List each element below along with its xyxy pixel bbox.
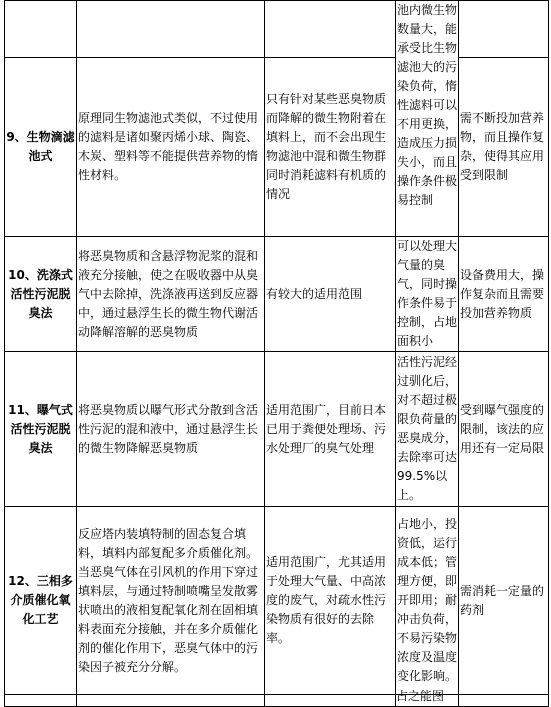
principle-cell: 原理同生物滤池式类似，不过使用的滤料是诸如聚丙烯小球、陶瓷、木炭、塑料等不能提供营养物的惰性材料。 <box>77 58 265 237</box>
disadvantages-cell: 需不断投加营养物，而且操作复杂，使得其应用受到限制 <box>459 58 549 237</box>
disadvantages-cell: 设备费用大，操作复杂而且需要投加营养物质 <box>459 237 549 352</box>
principle-cell: 将恶臭物质和含悬浮物泥浆的混和液充分接触，使之在吸收器中从臭气中去除掉，洗涤液再送到反应器中，通过悬浮生长的微生物代谢活动降解溶解的恶臭物质 <box>77 237 265 352</box>
method-name-cell: 12、三相多介质催化氧化工艺 <box>5 507 77 695</box>
principle-cell: 将恶臭物质以曝气形式分散到含活性污泥的混和液中，通过悬浮生长的微生物降解恶臭物质 <box>77 352 265 507</box>
disadvantages-cell: 需消耗一定量的药剂 <box>459 507 549 695</box>
disadvantages-cell: 受到曝气强度的限制，该法的应用还有一定局限 <box>459 352 549 507</box>
scope-cell: 有较大的适用范围 <box>265 237 396 352</box>
method-name-cell: 11、曝气式活性污泥脱臭法 <box>5 352 77 507</box>
scope-cell: 适用范围广，尤其适用于处理大气量、中高浓度的废气，对疏水性污染物质有很好的去除率。 <box>265 507 396 695</box>
table-row <box>5 507 549 695</box>
table-row <box>5 695 549 707</box>
method-name-cell <box>5 1 77 58</box>
disadvantages-cell <box>459 1 549 58</box>
scope-cell <box>265 695 396 707</box>
scope-cell: 只有针对某些恶臭物质而降解的微生物附着在填料上，而不会出现生物滤池中混和微生物群同时消耗滤料有机质的情况 <box>265 58 396 237</box>
principle-cell: 反应塔内装填特制的固态复合填料，填料内部复配多介质催化剂。当恶臭气体在引风机的作用下穿过填料层，与通过特制喷嘴呈发散雾状喷出的液相复配氧化剂在固相填料表面充分接触，并在多介质催化剂的催化作用下，恶臭气体中的污染因子被充分分解。 <box>77 507 265 695</box>
method-name-cell: 10、洗涤式活性污泥脱臭法 <box>5 237 77 352</box>
method-name-cell: 9、生物滴滤池式 <box>5 58 77 237</box>
deodorization-methods-table <box>4 0 549 707</box>
table-row <box>5 352 549 507</box>
advantages-cell: 可以处理大气量的臭气，同时操作条件易于控制，占地面积小 <box>396 237 459 352</box>
advantages-cell: 活性污泥经过驯化后，对不超过极限负荷量的恶臭成分，去除率可达99.5%以上。 <box>396 352 459 507</box>
table-row <box>5 1 549 58</box>
table-row <box>5 58 549 237</box>
scope-cell: 适用范围广，目前日本已用于粪便处理场、污水处理厂的臭气处理 <box>265 352 396 507</box>
method-name-cell <box>5 695 77 707</box>
disadvantages-cell <box>459 695 549 707</box>
advantages-cell: 池内微生物数量大，能承受比生物滤池大的污染负荷，惰性滤料可以不用更换，造成压力损失小，而且操作条件极易控制 <box>396 1 459 237</box>
principle-cell <box>77 695 265 707</box>
scope-cell <box>265 1 396 58</box>
advantages-cell: 占地小，投资低，运行成本低；管理方便，即开即用；耐冲击负荷，不易污染物浓度及温度变化影响。 <box>396 507 459 695</box>
cut-off-text: 占之能图 <box>396 690 445 702</box>
principle-cell <box>77 1 265 58</box>
table-row <box>5 237 549 352</box>
